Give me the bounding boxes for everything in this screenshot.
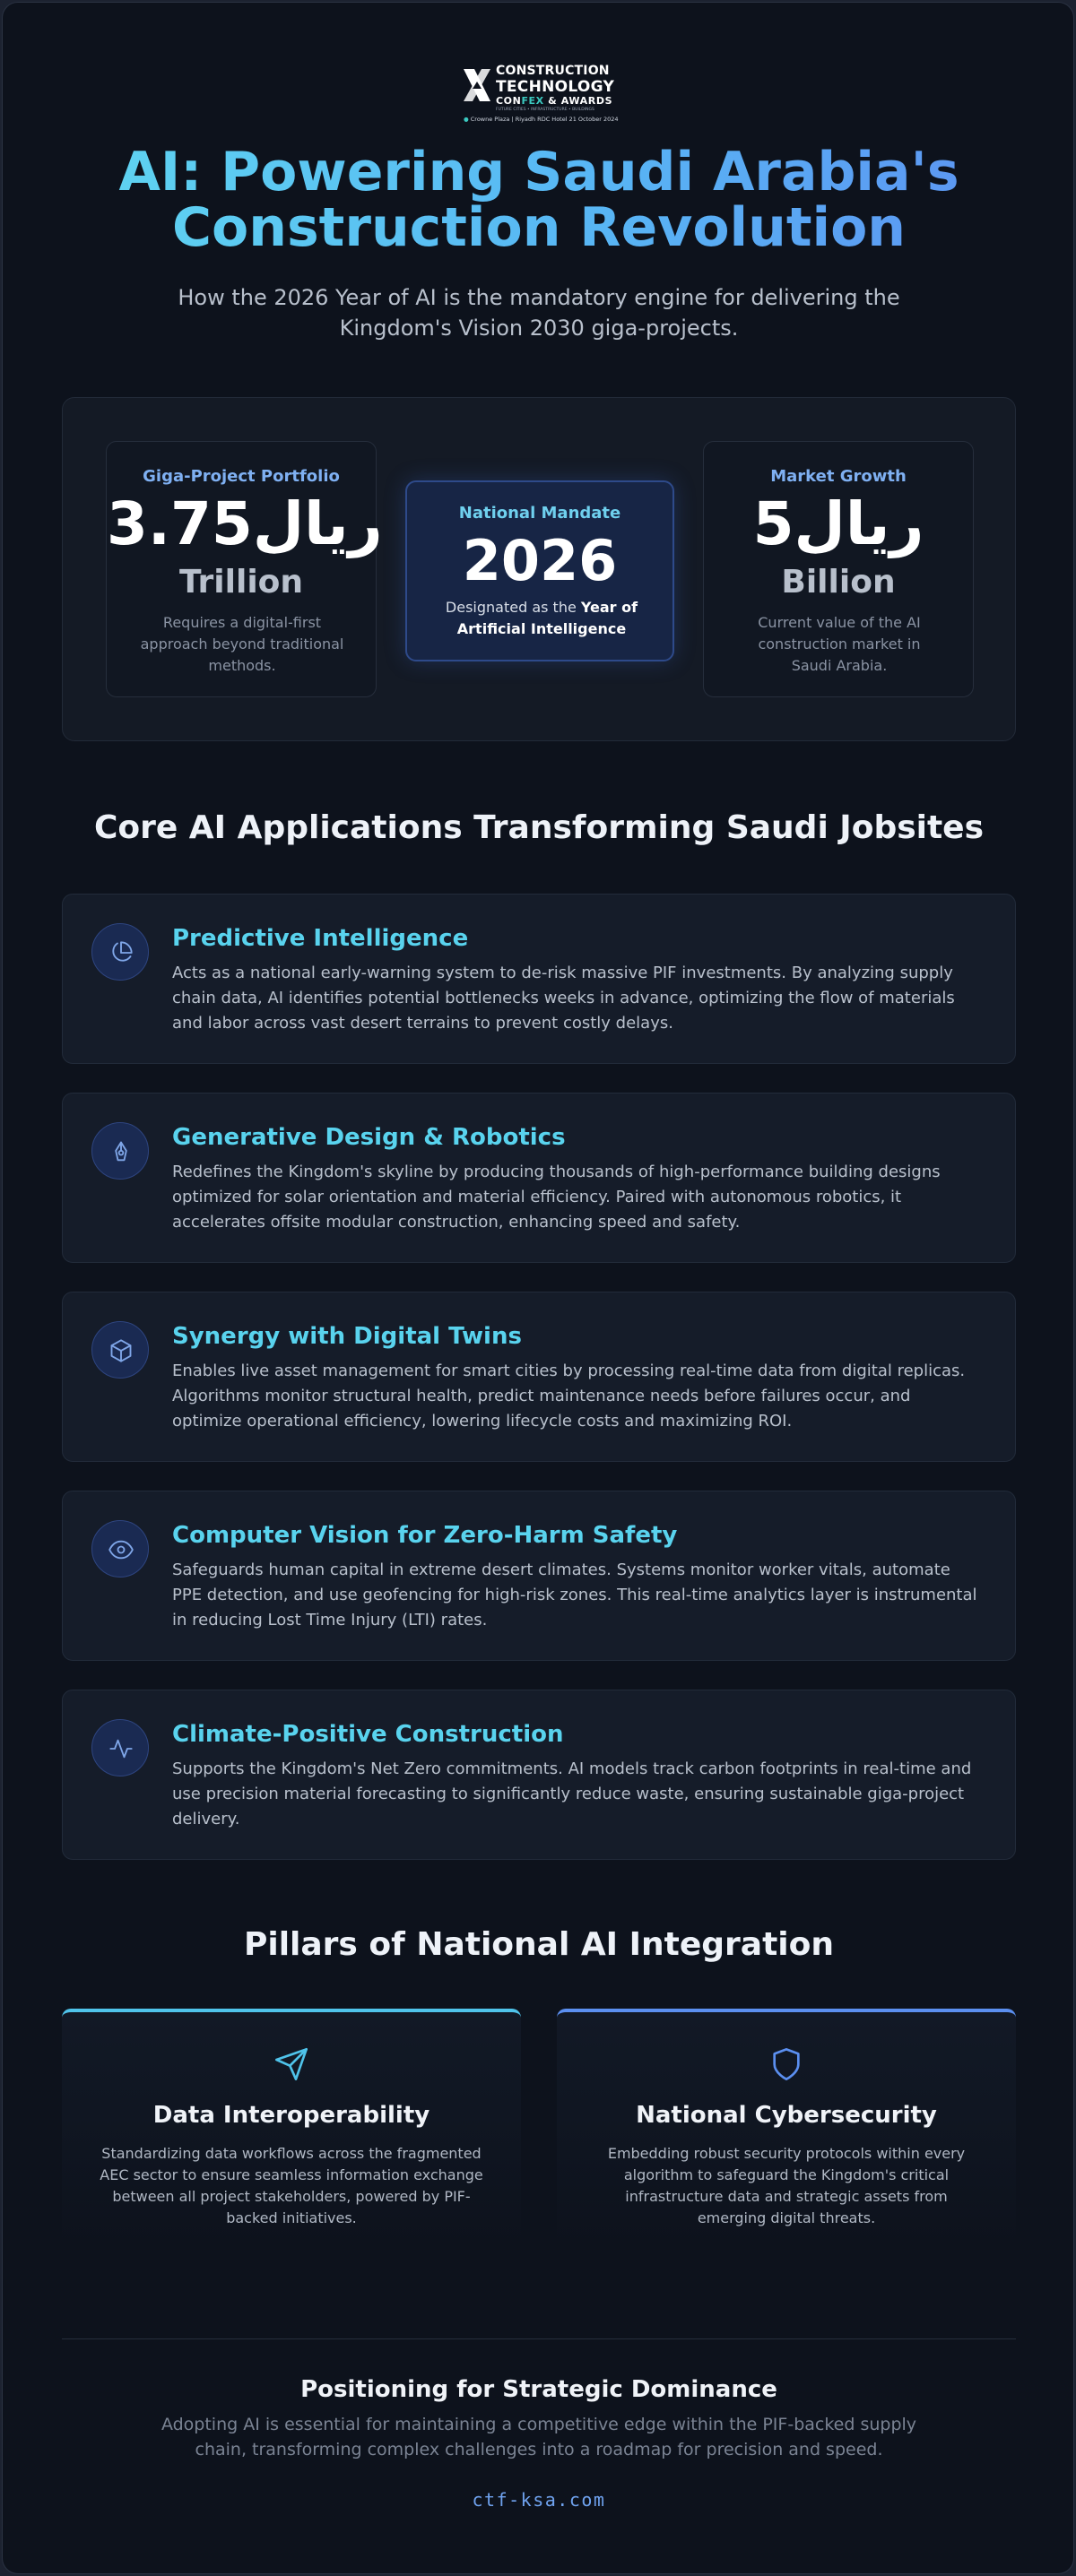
page-subtitle: How the 2026 Year of AI is the mandatory engine for delivering the Kingdom's Vision 2030 giga-projects. <box>178 285 900 341</box>
pillars-heading: Pillars of National AI Integration <box>243 1926 834 1963</box>
app-card-computer-vision <box>62 1491 1016 1661</box>
stat-label: Giga-Project Portfolio <box>143 467 340 486</box>
page-title <box>3 141 1074 259</box>
stat-card-portfolio <box>106 441 383 697</box>
app-title: Generative Design & Robotics <box>172 1124 566 1151</box>
app-title: Computer Vision for Zero-Harm Safety <box>172 1522 678 1549</box>
stat-description: Current value of the AI construction market in Saudi Arabia. <box>758 614 921 674</box>
logo-tagline: FUTURE CITIES • INFRASTRUCTURE • BUILDINGS <box>496 108 594 112</box>
app-title: Synergy with Digital Twins <box>172 1323 522 1350</box>
pillar-national-cybersecurity <box>557 2009 1016 2251</box>
app-description: Redefines the Kingdom's skyline by producing thousands of high-performance building designs optimized for solar orientation and material efficiency. Paired with autonomous robotics, it accelerates offsite modular construction, enhancing speed and safety. <box>172 1163 941 1232</box>
stat-description: Designated as the Year of Artificial Intelligence <box>445 599 638 637</box>
stat-card-mandate <box>405 480 674 661</box>
pillar-title: Data Interoperability <box>152 2102 430 2129</box>
app-card-predictive-intelligence <box>62 894 1016 1064</box>
paper-plane-icon <box>273 2046 309 2082</box>
pillar-description: Embedding robust security protocols within every algorithm to safeguard the Kingdom's critical infrastructure data and strategic assets from emerging digital threats. <box>607 2145 966 2226</box>
pen-nib-icon <box>91 1122 149 1180</box>
footer-description: Adopting AI is essential for maintaining a competitive edge within the PIF-backed supply chain, transforming complex challenges into a roadmap for precision and speed. <box>161 2415 917 2459</box>
location-pin-icon: ● <box>464 116 469 123</box>
footer-title: Positioning for Strategic Dominance <box>300 2376 777 2403</box>
stat-card-growth <box>703 441 974 697</box>
logo-x-mark-icon <box>462 65 492 105</box>
app-description: Safeguards human capital in extreme desert climates. Systems monitor worker vitals, automate PPE detection, and use geofencing for high-risk zones. This real-time analytics layer is instrumental in reducing Lost Time Injury (LTI) rates. <box>172 1560 977 1629</box>
pillar-title: National Cybersecurity <box>636 2102 937 2129</box>
logo-line-construction: CONSTRUCTION <box>496 64 610 78</box>
app-title: Climate-Positive Construction <box>172 1721 564 1748</box>
app-card-generative-design <box>62 1093 1016 1263</box>
logo-event-meta: ● Crowne Plaza | Riyadh RDC Hotel 21 October 2024 <box>464 116 619 123</box>
shield-icon <box>768 2046 804 2082</box>
app-description: Enables live asset management for smart cities by processing real-time data from digital replicas. Algorithms monitor structural health, predict maintenance needs before failures occur, and optimize operational efficiency, lowering lifecycle costs and maximizing ROI. <box>172 1361 966 1431</box>
stat-label: National Mandate <box>458 504 621 523</box>
footer-divider <box>62 2338 1016 2339</box>
event-logo <box>3 62 1074 134</box>
stat-value: 3.75ريال <box>107 489 383 558</box>
infographic-page <box>2 2 1074 2574</box>
title-line-1: AI: Powering Saudi Arabia's <box>118 141 959 203</box>
stat-description: Requires a digital-first approach beyond traditional methods. <box>140 614 344 674</box>
logo-line-confex: CONFEX & AWARDS <box>496 95 613 107</box>
title-line-2: Construction Revolution <box>172 196 906 259</box>
app-card-climate-positive <box>62 1690 1016 1860</box>
activity-icon <box>91 1719 149 1776</box>
app-title: Predictive Intelligence <box>172 925 469 952</box>
cube-icon <box>91 1321 149 1379</box>
website-link[interactable]: ctf-ksa.com <box>472 2489 606 2511</box>
logo-line-technology: TECHNOLOGY <box>496 78 615 96</box>
app-card-digital-twins <box>62 1292 1016 1462</box>
pillar-description: Standardizing data workflows across the fragmented AEC sector to ensure seamless information exchange between all project stakeholders, powered by PIF-backed initiatives. <box>100 2145 483 2226</box>
stat-value: 5ريال <box>752 489 924 558</box>
stats-panel <box>62 397 1016 741</box>
stat-unit: Billion <box>781 564 896 601</box>
stat-value: 2026 <box>462 528 618 593</box>
pillar-data-interoperability <box>62 2009 521 2251</box>
app-description: Supports the Kingdom's Net Zero commitments. AI models track carbon footprints in real-time and use precision material forecasting to significantly reduce waste, ensuring sustainable giga-project delivery. <box>172 1759 972 1828</box>
app-description: Acts as a national early-warning system to de-risk massive PIF investments. By analyzing supply chain data, AI identifies potential bottlenecks weeks in advance, optimizing the flow of materials and labor across vast desert terrains to prevent costly delays. <box>172 964 955 1033</box>
eye-icon <box>91 1520 149 1578</box>
stat-unit: Trillion <box>178 564 304 601</box>
stat-label: Market Growth <box>770 467 907 486</box>
pie-chart-icon <box>91 923 149 981</box>
applications-heading: Core AI Applications Transforming Saudi Jobsites <box>93 809 985 846</box>
